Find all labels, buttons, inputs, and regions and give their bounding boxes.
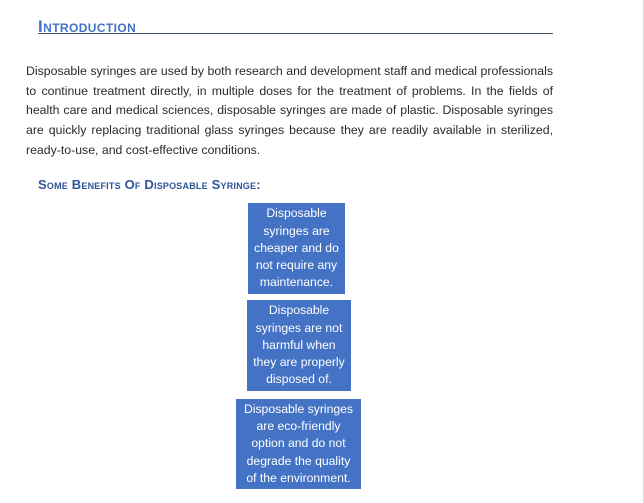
benefit-box (236, 399, 361, 489)
benefit-box (248, 203, 345, 294)
heading-divider (38, 33, 553, 34)
benefit-box-text: Disposable syringes are cheaper and do not require any maintenance. (254, 206, 339, 290)
page-title: Introduction (38, 17, 137, 37)
benefit-box-text: Disposable syringes are eco-friendly option and do not degrade the quality of the environment. (243, 402, 354, 485)
introduction-paragraph: Disposable syringes are used by both research and development staff and medical professionals to continue treatment directly, in multiple doses for the treatment of problems. In the fields of health care and medical sciences, disposable syringes are made of plastic. Disposable syringes are quickly replacing traditional glass syringes because they are readily available in sterilized, ready-to-use, and cost-effective conditions. (26, 64, 553, 157)
benefit-box-text: Disposable syringes are not harmful when they are properly disposed of. (253, 303, 345, 387)
benefits-subheading: Some Benefits Of Disposable Syringe: (38, 176, 261, 192)
benefit-box (247, 300, 351, 391)
